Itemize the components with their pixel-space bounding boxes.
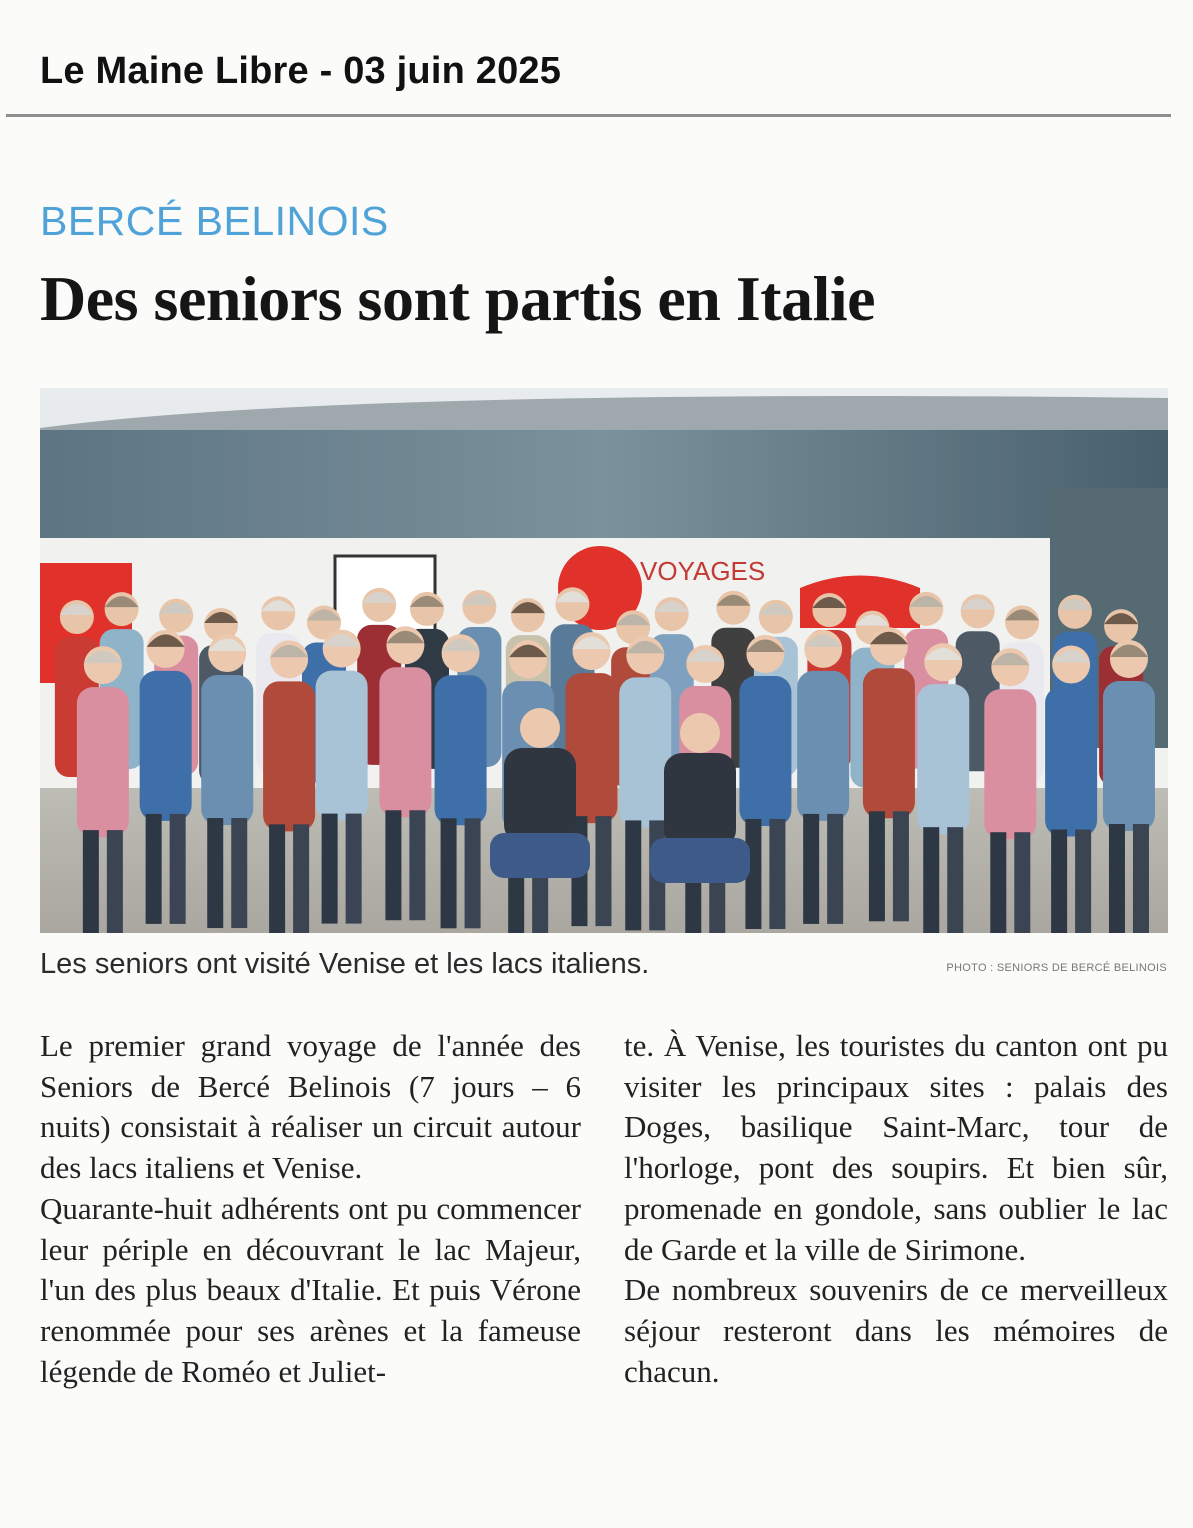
person-leg [231,818,247,928]
person-leg [269,824,285,933]
paragraph-3: De nombreux souvenirs de ce merveilleux séjour resteront dans les mémoires de chacun. [624,1272,1168,1389]
person-leg [990,832,1006,933]
group-photo-illustration [40,388,1168,933]
bus-lettering: VOYAGES [640,556,766,586]
person-leg [803,814,819,924]
person-leg [625,820,641,930]
person-leg [1133,824,1149,933]
person-body [435,675,487,825]
person-leg [1051,830,1067,933]
person-leg [827,814,843,924]
person-leg [346,814,362,924]
paragraph-1: Le premier grand voyage de l'année des Seniors de Bercé Belinois (7 jours – 6 nuits) consistait à réaliser un circuit autour des lacs italiens et Venise. [40,1028,581,1186]
person-leg [1109,824,1125,933]
person-body [263,681,315,831]
person-leg [1075,830,1091,933]
person-body [316,671,368,821]
person-leg [146,814,162,924]
person-body [797,671,849,821]
person-body [1103,681,1155,831]
article-column-right [624,1026,1168,1392]
person-leg [409,810,425,920]
person-leg [595,816,611,926]
person-leg [1014,832,1030,933]
person-body [379,667,431,817]
person-leg [207,818,223,928]
article-kicker: BERCÉ BELINOIS [40,198,389,244]
paragraph-2-part-2: te. À Venise, les touristes du canton ont pu visiter les principaux sites : palais des Doges, basilique Saint-Marc, tour de l'horloge, pont des soupirs. Et bien sûr, promenade en gondole, sans oublier le lac de Garde et la ville de Sirimone. [624,1028,1168,1267]
person-body [984,689,1036,839]
person-leg [869,811,885,921]
article-column-left [40,1026,581,1392]
person-leg [107,830,123,933]
kneeling-person-head [520,708,560,748]
paragraph-2-part-1: Quarante-huit adhérents ont pu commencer leur périple en découvrant le lac Majeur, l'un des plus beaux d'Italie. Et puis Vérone renommée pour ses arènes et la fameuse légende de Roméo et Juliet- [40,1190,581,1389]
person-leg [465,818,481,928]
article-headline: Des seniors sont partis en Italie [40,263,876,334]
person-leg [170,814,186,924]
group-photo [40,388,1168,933]
bus-windows [40,430,1168,540]
person-body [1045,687,1097,837]
header-divider [6,114,1171,117]
person-leg [923,827,939,933]
kneeling-person-legs [490,833,590,878]
kneeling-person-body [664,753,736,848]
newspaper-source-date: Le Maine Libre - 03 juin 2025 [40,50,562,92]
person-leg [322,814,338,924]
person-leg [947,827,963,933]
person-leg [769,819,785,929]
person-leg [385,810,401,920]
photo-credit: PHOTO : SENIORS DE BERCÉ BELINOIS [946,962,1167,974]
person-body [917,684,969,834]
person-body [77,687,129,837]
person-leg [83,830,99,933]
person-body [201,675,253,825]
photo-caption: Les seniors ont visité Venise et les lacs italiens. [40,948,650,980]
person-body [739,676,791,826]
person-body [863,668,915,818]
person-body [140,671,192,821]
kneeling-person-body [504,748,576,843]
kneeling-person-legs [650,838,750,883]
person-body [619,677,671,827]
kneeling-person-head [680,713,720,753]
person-leg [441,818,457,928]
person-leg [293,824,309,933]
person-leg [893,811,909,921]
